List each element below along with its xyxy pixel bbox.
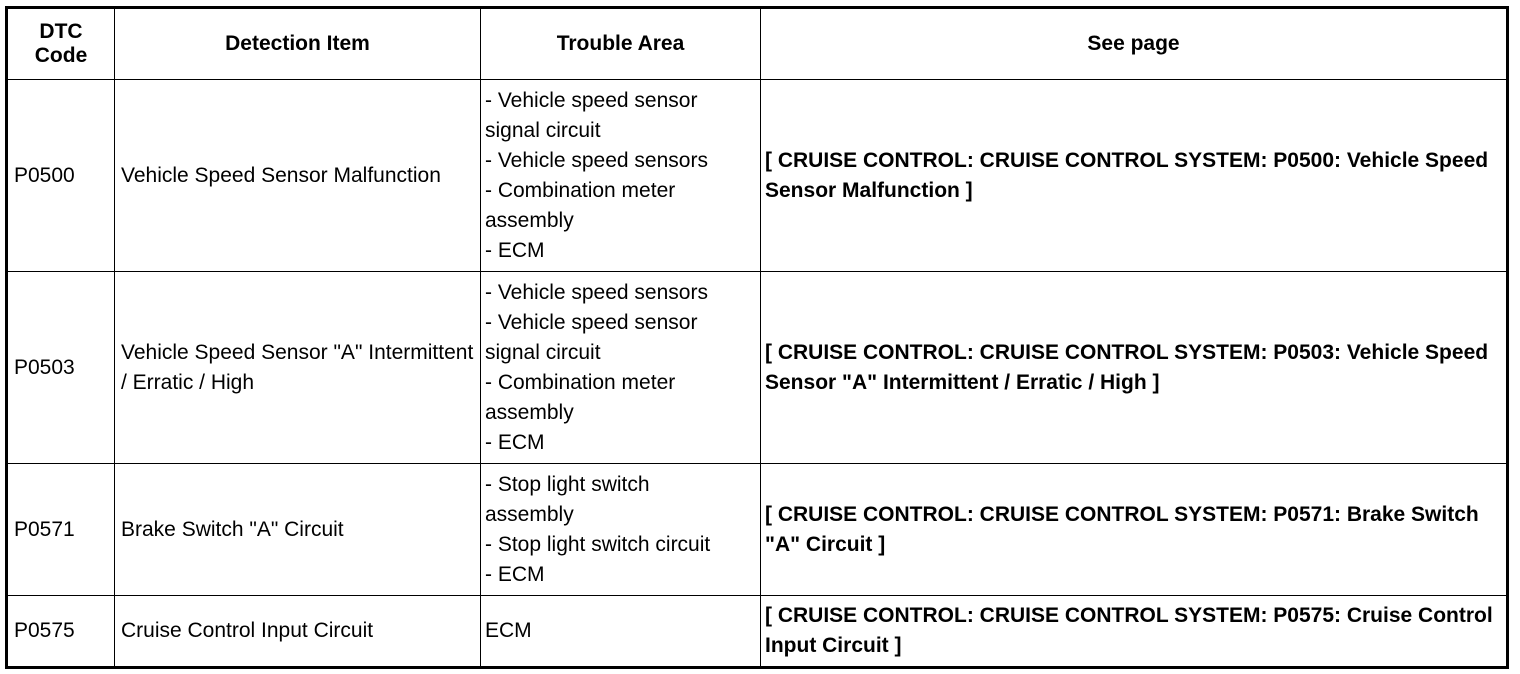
trouble-area-line: assembly: [485, 400, 574, 424]
see-page-link[interactable]: [ CRUISE CONTROL: CRUISE CONTROL SYSTEM: P0575: Cruise Control Input Circuit ]: [761, 596, 1508, 668]
trouble-area-line: - Combination meter: [485, 178, 676, 202]
trouble-area-cell: [481, 596, 761, 668]
header-detection-item: Detection Item: [115, 8, 481, 80]
detection-item-cell: Vehicle Speed Sensor "A" Intermittent / Erratic / High: [115, 272, 481, 464]
see-page-link[interactable]: [ CRUISE CONTROL: CRUISE CONTROL SYSTEM: P0571: Brake Switch "A" Circuit ]: [761, 464, 1508, 596]
table-row: [7, 80, 1508, 272]
trouble-area-cell: [481, 272, 761, 464]
dtc-code-cell: P0571: [7, 464, 115, 596]
trouble-area-line: signal circuit: [485, 118, 601, 142]
dtc-code-cell: P0575: [7, 596, 115, 668]
trouble-area-line: assembly: [485, 208, 574, 232]
trouble-area-line: assembly: [485, 502, 574, 526]
see-page-link[interactable]: [ CRUISE CONTROL: CRUISE CONTROL SYSTEM: P0500: Vehicle Speed Sensor Malfunction ]: [761, 80, 1508, 272]
trouble-area-line: - Vehicle speed sensor: [485, 310, 698, 334]
trouble-area-line: signal circuit: [485, 340, 601, 364]
trouble-area-line: - ECM: [485, 238, 545, 262]
table-row: [7, 272, 1508, 464]
table-row: [7, 596, 1508, 668]
header-trouble-area: Trouble Area: [481, 8, 761, 80]
detection-item-cell: Vehicle Speed Sensor Malfunction: [115, 80, 481, 272]
trouble-area-line: - Vehicle speed sensor: [485, 88, 698, 112]
trouble-area-cell: [481, 464, 761, 596]
header-see-page: See page: [761, 8, 1508, 80]
dtc-table: [5, 6, 1509, 669]
detection-item-cell: Cruise Control Input Circuit: [115, 596, 481, 668]
trouble-area-line: ECM: [485, 619, 532, 642]
trouble-area-line: - Vehicle speed sensors: [485, 280, 708, 304]
detection-item-cell: Brake Switch "A" Circuit: [115, 464, 481, 596]
trouble-area-line: - ECM: [485, 562, 545, 586]
dtc-code-cell: P0500: [7, 80, 115, 272]
trouble-area-line: - Combination meter: [485, 370, 676, 394]
header-row: [7, 8, 1508, 80]
dtc-code-cell: P0503: [7, 272, 115, 464]
table-row: [7, 464, 1508, 596]
trouble-area-line: - Stop light switch circuit: [485, 532, 711, 556]
trouble-area-line: - ECM: [485, 430, 545, 454]
header-dtc-code: DTC Code: [7, 8, 115, 80]
trouble-area-line: - Stop light switch: [485, 472, 650, 496]
trouble-area-line: - Vehicle speed sensors: [485, 148, 708, 172]
see-page-link[interactable]: [ CRUISE CONTROL: CRUISE CONTROL SYSTEM: P0503: Vehicle Speed Sensor "A" Intermittent / Erratic / High ]: [761, 272, 1508, 464]
trouble-area-cell: [481, 80, 761, 272]
